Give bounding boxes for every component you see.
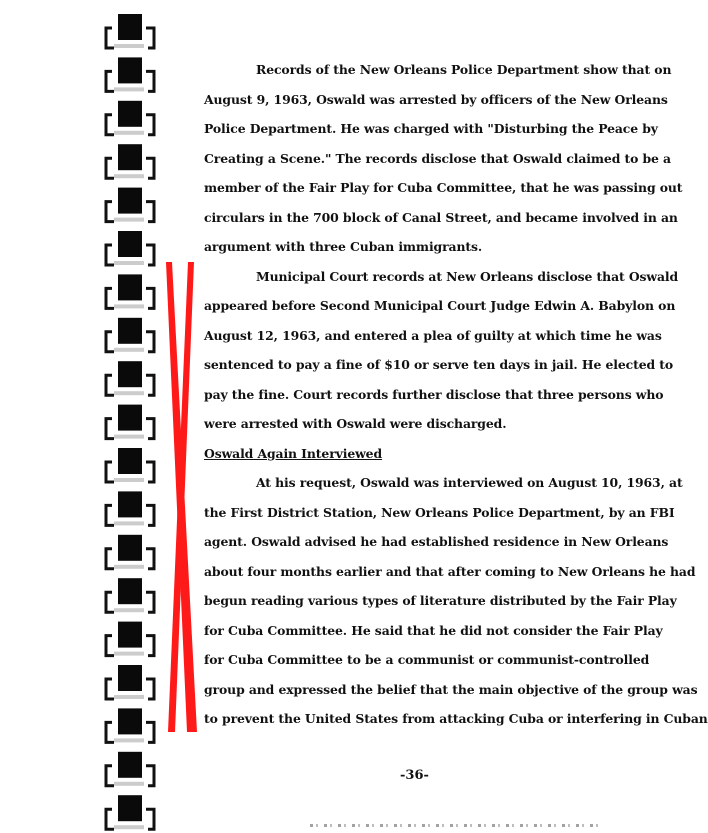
text-line: August 9, 1963, Oswald was arrested by officers of the New Orleans	[204, 91, 668, 107]
binding-ring	[106, 535, 154, 569]
text-line: pay the fine. Court records further disclose that three persons who	[204, 386, 664, 402]
binding-ring	[106, 752, 154, 786]
text-line: for Cuba Committee to be a communist or communist-controlled	[204, 652, 650, 667]
scan-artifact	[310, 824, 600, 827]
page-number: -36-	[400, 768, 429, 783]
binding-ring	[106, 318, 154, 352]
paragraph-3	[204, 468, 708, 734]
paragraph-1	[204, 55, 683, 262]
binding-ring	[106, 361, 154, 395]
binding-ring	[106, 101, 154, 135]
text-line: August 12, 1963, and entered a plea of guilty at which time he was	[204, 327, 662, 343]
binding-ring	[106, 14, 154, 48]
binding-ring	[106, 188, 154, 222]
red-mark-graphic	[158, 262, 200, 732]
text-line: begun reading various types of literature distributed by the Fair Play	[204, 593, 677, 608]
binding-ring	[106, 405, 154, 439]
binding-ring	[106, 448, 154, 482]
text-line: argument with three Cuban immigrants.	[204, 239, 483, 254]
text-line: the First District Station, New Orleans Police Department, by an FBI	[204, 504, 675, 520]
binding-ring	[106, 708, 154, 742]
text-line: Creating a Scene." The records disclose that Oswald claimed to be a	[204, 150, 671, 166]
binding-ring	[106, 578, 154, 612]
binding-ring	[106, 491, 154, 525]
binding-ring	[106, 795, 154, 829]
binding-ring	[106, 665, 154, 699]
text-line: to prevent the United States from attacking Cuba or interfering in Cuban	[204, 711, 708, 726]
text-line: At his request, Oswald was interviewed on August 10, 1963, at	[256, 475, 683, 490]
binding-ring	[106, 231, 154, 265]
text-line: Records of the New Orleans Police Department show that on	[256, 62, 672, 77]
text-line: Police Department. He was charged with "Disturbing the Peace by	[204, 121, 658, 136]
text-line: about four months earlier and that after coming to New Orleans he had	[204, 563, 696, 579]
text-line: for Cuba Committee. He said that he did not consider the Fair Play	[204, 622, 663, 638]
binding-ring	[106, 274, 154, 308]
binding-ring	[106, 144, 154, 178]
binding-ring	[106, 57, 154, 91]
text-line: Municipal Court records at New Orleans disclose that Oswald	[256, 268, 679, 284]
section-heading: Oswald Again Interviewed	[204, 445, 383, 461]
text-line: appeared before Second Municipal Court Judge Edwin A. Babylon on	[204, 298, 676, 313]
text-line: were arrested with Oswald were discharged.	[204, 416, 507, 431]
binding-ring	[106, 622, 154, 656]
text-line: member of the Fair Play for Cuba Committee, that he was passing out	[204, 180, 683, 195]
text-line: circulars in the 700 block of Canal Street, and became involved in an	[204, 209, 678, 225]
document-body	[204, 55, 708, 734]
text-line: sentenced to pay a fine of $10 or serve ten days in jail. He elected to	[204, 357, 674, 372]
text-line: agent. Oswald advised he had established residence in New Orleans	[204, 534, 669, 549]
paragraph-2	[204, 262, 679, 439]
red-margin-mark	[158, 262, 200, 732]
text-line: group and expressed the belief that the main objective of the group was	[204, 681, 698, 697]
